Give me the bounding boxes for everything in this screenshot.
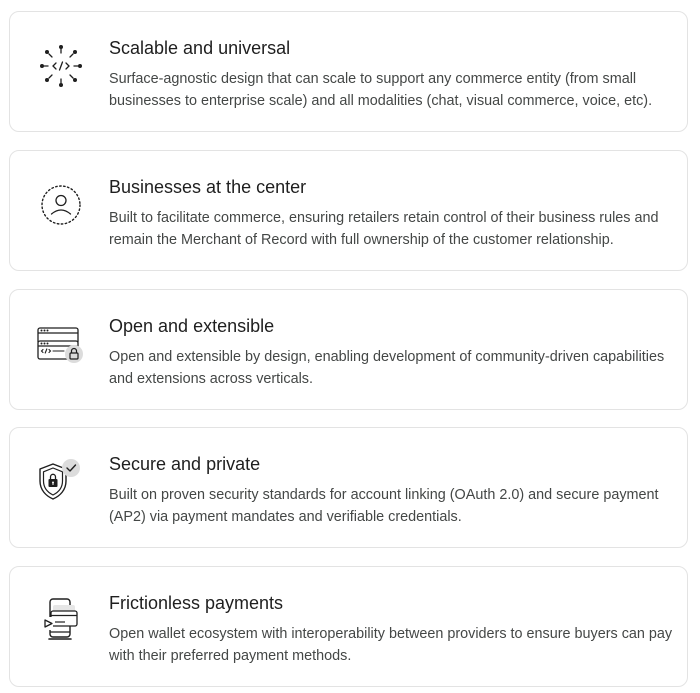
person-circle-icon xyxy=(36,180,86,230)
feature-card-businesses xyxy=(9,150,688,271)
feature-description: Open and extensible by design, enabling development of community-driven capabilities and extensions across verticals. xyxy=(109,349,665,387)
feature-description: Surface-agnostic design that can scale to support any commerce entity (from small businesses to enterprise scale) and all modalities (chat, visual commerce, voice, etc). xyxy=(109,71,653,109)
shield-lock-check-icon xyxy=(36,457,86,507)
feature-description: Open wallet ecosystem with interoperability between providers to ensure buyers can pay with their preferred payment methods. xyxy=(109,626,673,664)
feature-description: Built on proven security standards for account linking (OAuth 2.0) and secure payment (AP2) via payment mandates and verifiable credentials. xyxy=(109,487,659,525)
feature-card-open xyxy=(9,289,688,410)
wallet-cards-icon xyxy=(36,596,86,646)
feature-card-secure xyxy=(9,427,688,548)
feature-title: Scalable and universal xyxy=(109,38,291,58)
feature-title: Open and extensible xyxy=(109,316,275,336)
feature-card-scalable xyxy=(9,11,688,132)
feature-description: Built to facilitate commerce, ensuring retailers retain control of their business rules and remain the Merchant of Record with full ownership of the customer relationship. xyxy=(109,210,659,248)
browser-code-lock-icon xyxy=(36,319,86,369)
feature-title: Secure and private xyxy=(109,454,261,474)
feature-card-payments xyxy=(9,566,688,687)
code-network-icon xyxy=(36,41,86,91)
feature-title: Businesses at the center xyxy=(109,177,307,197)
feature-title: Frictionless payments xyxy=(109,593,284,613)
